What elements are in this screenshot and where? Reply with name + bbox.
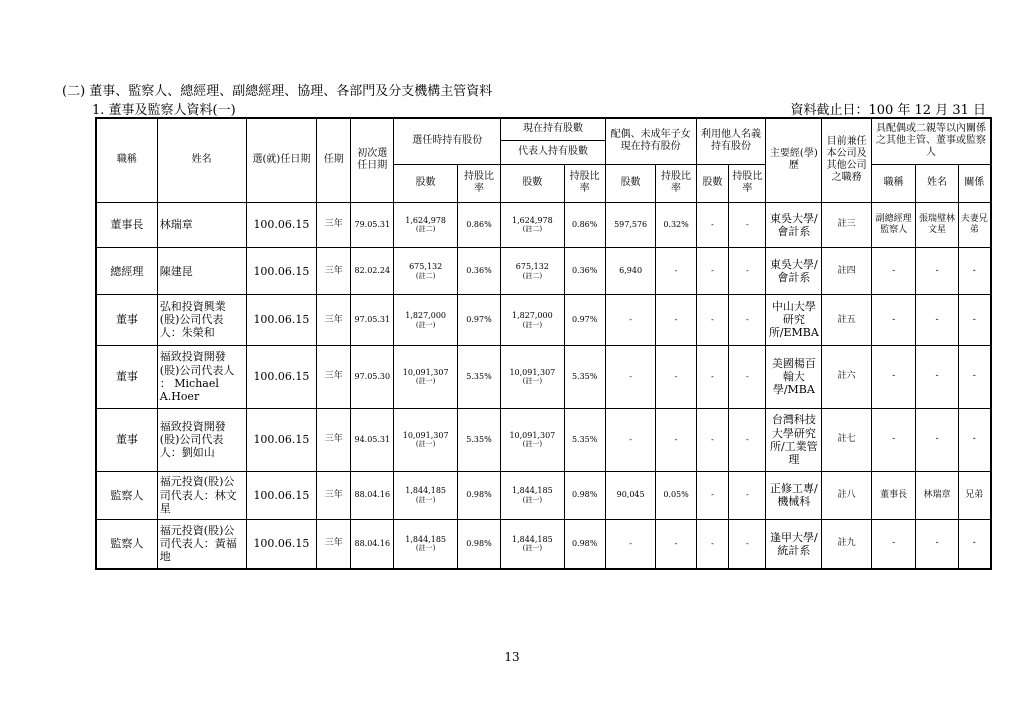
header-nominee: 利用他人名義持有股份: [696, 118, 766, 164]
cell-current-shares: 10,091,307 (註一): [501, 408, 564, 471]
header-representative-shares: 代表人持有股數: [501, 140, 606, 164]
cell-spouse-shares: -: [605, 294, 656, 345]
cell-rel-name: -: [916, 248, 958, 295]
header-shares: 股數: [605, 164, 656, 202]
cell-rel-name: -: [916, 345, 958, 408]
cell-rel-title: 董事長: [871, 471, 915, 519]
cell-spouse-shares: 597,576: [605, 202, 656, 248]
cell-title: 監察人: [96, 519, 157, 569]
cell-election-ratio: 0.98%: [457, 471, 500, 519]
cell-first-elected: 97.05.31: [351, 294, 394, 345]
cell-nominee-ratio: -: [729, 519, 766, 569]
cell-first-elected: 97.05.30: [351, 345, 394, 408]
cell-current-ratio: 5.35%: [564, 345, 605, 408]
cell-nominee-shares: -: [696, 294, 729, 345]
cell-term: 三年: [317, 202, 351, 248]
cell-election-shares: 1,624,978 (註二): [394, 202, 457, 248]
cell-term: 三年: [317, 408, 351, 471]
cell-experience: 正修工專/機械科: [766, 471, 822, 519]
cell-current-ratio: 0.98%: [564, 519, 605, 569]
cell-name: 林瑞章: [157, 202, 246, 248]
cell-election-shares: 10,091,307 (註一): [394, 345, 457, 408]
header-term: 任期: [317, 118, 351, 202]
cell-current-ratio: 0.86%: [564, 202, 605, 248]
cell-elected-date: 100.06.15: [246, 202, 317, 248]
cell-rel-name: -: [916, 294, 958, 345]
table-row: [96, 294, 991, 345]
cell-spouse-ratio: 0.05%: [656, 471, 696, 519]
cell-rel-relation: -: [958, 248, 991, 295]
cell-title: 董事: [96, 408, 157, 471]
cell-term: 三年: [317, 294, 351, 345]
cell-nominee-ratio: -: [729, 345, 766, 408]
cell-election-ratio: 0.97%: [457, 294, 500, 345]
header-ratio: 持股比率: [457, 164, 500, 202]
cell-spouse-shares: -: [605, 519, 656, 569]
cell-election-ratio: 0.98%: [457, 519, 500, 569]
page-number: 13: [504, 650, 520, 664]
cell-nominee-ratio: -: [729, 248, 766, 295]
table-row: [96, 408, 991, 471]
cell-other-positions: 註五: [822, 294, 872, 345]
cell-name: 陳建昆: [157, 248, 246, 295]
cell-elected-date: 100.06.15: [246, 248, 317, 295]
cell-election-ratio: 5.35%: [457, 345, 500, 408]
cell-spouse-shares: -: [605, 408, 656, 471]
cell-experience: 東吳大學/會計系: [766, 202, 822, 248]
header-spouse-minor: 配偶、未成年子女現在持有股份: [605, 118, 696, 164]
cell-first-elected: 88.04.16: [351, 471, 394, 519]
cell-other-positions: 註四: [822, 248, 872, 295]
cell-election-shares: 1,844,185 (註一): [394, 519, 457, 569]
cell-spouse-shares: -: [605, 345, 656, 408]
header-shares: 股數: [501, 164, 564, 202]
header-other-positions: 目前兼任本公司及其他公司之職務: [822, 118, 872, 202]
cell-title: 總經理: [96, 248, 157, 295]
cell-term: 三年: [317, 345, 351, 408]
cell-rel-relation: -: [958, 519, 991, 569]
table-row: [96, 248, 991, 295]
cell-nominee-shares: -: [696, 345, 729, 408]
data-as-of-date: 資料截止日：100 年 12 月 31 日: [790, 103, 986, 118]
cell-election-shares: 675,132 (註二): [394, 248, 457, 295]
cell-spouse-ratio: -: [656, 519, 696, 569]
cell-other-positions: 註八: [822, 471, 872, 519]
cell-first-elected: 79.05.31: [351, 202, 394, 248]
cell-experience: 美國楊百翰大學/MBA: [766, 345, 822, 408]
cell-experience: 台灣科技大學研究所/工業管理: [766, 408, 822, 471]
header-rel-name: 姓名: [916, 164, 958, 202]
table-row: [96, 345, 991, 408]
cell-election-ratio: 0.36%: [457, 248, 500, 295]
cell-first-elected: 94.05.31: [351, 408, 394, 471]
cell-title: 監察人: [96, 471, 157, 519]
cell-elected-date: 100.06.15: [246, 408, 317, 471]
cell-nominee-ratio: -: [729, 294, 766, 345]
cell-election-ratio: 0.86%: [457, 202, 500, 248]
header-shares: 股數: [394, 164, 457, 202]
header-ratio: 持股比率: [564, 164, 605, 202]
cell-term: 三年: [317, 248, 351, 295]
cell-election-shares: 1,844,185 (註一): [394, 471, 457, 519]
cell-current-shares: 675,132 (註二): [501, 248, 564, 295]
cell-spouse-ratio: -: [656, 248, 696, 295]
cell-rel-title: -: [871, 519, 915, 569]
header-name: 姓名: [157, 118, 246, 202]
cell-spouse-ratio: -: [656, 408, 696, 471]
cell-other-positions: 註六: [822, 345, 872, 408]
table-row: [96, 202, 991, 248]
cell-nominee-shares: -: [696, 519, 729, 569]
cell-other-positions: 註七: [822, 408, 872, 471]
header-first-elected: 初次選任日期: [351, 118, 394, 202]
cell-nominee-ratio: -: [729, 202, 766, 248]
table-row: [96, 471, 991, 519]
cell-election-shares: 10,091,307 (註一): [394, 408, 457, 471]
cell-current-ratio: 0.36%: [564, 248, 605, 295]
cell-other-positions: 註三: [822, 202, 872, 248]
cell-elected-date: 100.06.15: [246, 345, 317, 408]
cell-current-shares: 1,827,000 (註一): [501, 294, 564, 345]
cell-term: 三年: [317, 519, 351, 569]
header-relatives: 具配偶或二親等以內關係之其他主管、董事或監察人: [871, 118, 991, 164]
cell-election-ratio: 5.35%: [457, 408, 500, 471]
header-ratio: 持股比率: [656, 164, 696, 202]
header-shares-at-election: 選任時持有股份: [394, 118, 501, 164]
cell-current-shares: 10,091,307 (註一): [501, 345, 564, 408]
cell-name: 福元投資(股)公司代表人：林文星: [157, 471, 246, 519]
cell-name: 福致投資開發(股)公司代表人 ： Michael A.Hoer: [157, 345, 246, 408]
cell-nominee-ratio: -: [729, 471, 766, 519]
cell-spouse-shares: 90,045: [605, 471, 656, 519]
cell-name: 弘和投資興業(股)公司代表人：朱榮和: [157, 294, 246, 345]
table-subheading: 1. 董事及監察人資料(一): [92, 103, 236, 118]
cell-rel-relation: -: [958, 345, 991, 408]
cell-rel-title: 副總經理監察人: [871, 202, 915, 248]
cell-rel-title: -: [871, 408, 915, 471]
cell-term: 三年: [317, 471, 351, 519]
header-rel-relation: 關係: [958, 164, 991, 202]
header-rel-title: 職稱: [871, 164, 915, 202]
cell-current-ratio: 5.35%: [564, 408, 605, 471]
cell-title: 董事長: [96, 202, 157, 248]
cell-title: 董事: [96, 345, 157, 408]
cell-elected-date: 100.06.15: [246, 519, 317, 569]
cell-experience: 逢甲大學/統計系: [766, 519, 822, 569]
cell-spouse-shares: 6,940: [605, 248, 656, 295]
cell-spouse-ratio: 0.32%: [656, 202, 696, 248]
cell-current-ratio: 0.98%: [564, 471, 605, 519]
cell-rel-name: -: [916, 519, 958, 569]
cell-experience: 東吳大學/會計系: [766, 248, 822, 295]
cell-rel-relation: 夫妻兄弟: [958, 202, 991, 248]
cell-title: 董事: [96, 294, 157, 345]
cell-rel-title: -: [871, 345, 915, 408]
header-experience: 主要經(學)歷: [766, 118, 822, 202]
header-title: 職稱: [96, 118, 157, 202]
cell-rel-name: -: [916, 408, 958, 471]
cell-spouse-ratio: -: [656, 345, 696, 408]
cell-name: 福元投資(股)公司代表人：黃福地: [157, 519, 246, 569]
cell-elected-date: 100.06.15: [246, 294, 317, 345]
header-ratio: 持股比率: [729, 164, 766, 202]
table-row: [96, 519, 991, 569]
cell-rel-name: 張瑞璧林文星: [916, 202, 958, 248]
cell-experience: 中山大學研究所/EMBA: [766, 294, 822, 345]
cell-current-ratio: 0.97%: [564, 294, 605, 345]
section-heading: (二) 董事、監察人、總經理、副總經理、協理、各部門及分支機構主管資料: [62, 84, 493, 99]
cell-nominee-shares: -: [696, 408, 729, 471]
cell-rel-title: -: [871, 248, 915, 295]
cell-rel-relation: -: [958, 294, 991, 345]
header-elected-date: 選(就)任日期: [246, 118, 317, 202]
header-shares: 股數: [696, 164, 729, 202]
cell-rel-name: 林瑞章: [916, 471, 958, 519]
cell-nominee-ratio: -: [729, 408, 766, 471]
cell-spouse-ratio: -: [656, 294, 696, 345]
director-supervisor-table: [95, 117, 992, 570]
header-current-shares: 現在持有股數: [501, 118, 606, 140]
cell-current-shares: 1,844,185 (註一): [501, 471, 564, 519]
cell-name: 福致投資開發(股)公司代表人：劉如山: [157, 408, 246, 471]
cell-nominee-shares: -: [696, 202, 729, 248]
cell-nominee-shares: -: [696, 471, 729, 519]
cell-first-elected: 82.02.24: [351, 248, 394, 295]
cell-rel-relation: 兄弟: [958, 471, 991, 519]
cell-current-shares: 1,844,185 (註一): [501, 519, 564, 569]
cell-rel-relation: -: [958, 408, 991, 471]
cell-current-shares: 1,624,978 (註二): [501, 202, 564, 248]
cell-other-positions: 註九: [822, 519, 872, 569]
cell-nominee-shares: -: [696, 248, 729, 295]
cell-rel-title: -: [871, 294, 915, 345]
cell-elected-date: 100.06.15: [246, 471, 317, 519]
cell-first-elected: 88.04.16: [351, 519, 394, 569]
cell-election-shares: 1,827,000 (註一): [394, 294, 457, 345]
